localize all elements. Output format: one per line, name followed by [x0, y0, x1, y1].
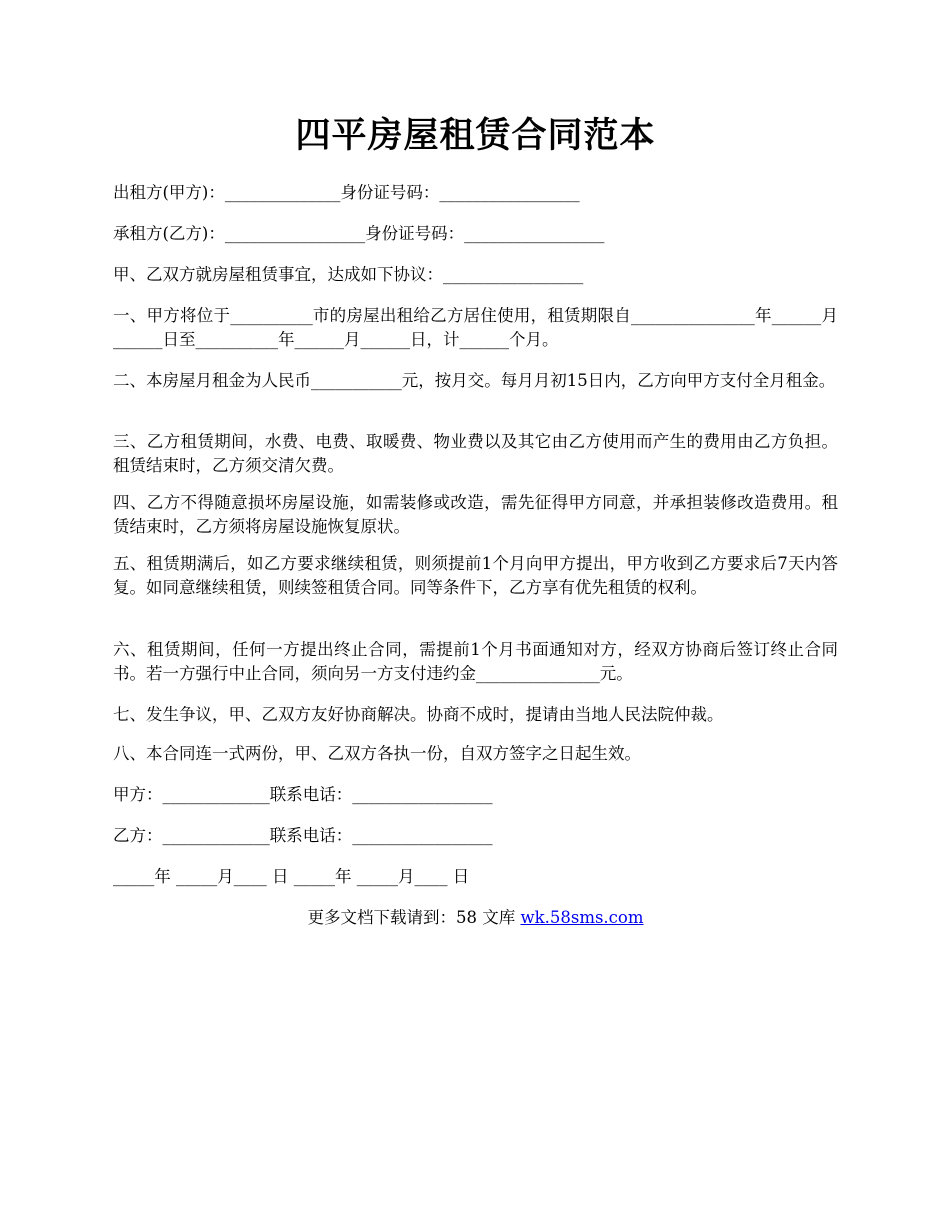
clause-3: 三、乙方租赁期间，水费、电费、取暖费、物业费以及其它由乙方使用而产生的费用由乙方负担。租赁结束时，乙方须交清欠费。 — [113, 432, 838, 475]
clause-2: 二、本房屋月租金为人民币___________元，按月交。每月月初15日内，乙方向甲方支付全月租金。 — [113, 371, 836, 390]
date-line: _____年 _____月____ 日 _____年 _____月____ 日 — [113, 867, 470, 886]
party-b-signature-line: 乙方：_____________联系电话：_________________ — [113, 826, 493, 845]
footer-link[interactable]: wk.58sms.com — [520, 908, 644, 927]
download-footer — [113, 906, 838, 930]
clause-8: 八、本合同连一式两份，甲、乙双方各执一份，自双方签字之日起生效。 — [113, 744, 641, 763]
clause-1: 一、甲方将位于__________市的房屋出租给乙方居住使用，租赁期限自_______________年______月______日至__________年______月______日，计______个月。 — [113, 306, 838, 349]
lessee-line: 承租方(乙方)：_________________身份证号码：_________________ — [113, 224, 605, 243]
document-title: 四平房屋租赁合同范本 — [295, 115, 656, 156]
agreement-intro: 甲、乙双方就房屋租赁事宜，达成如下协议：_________________ — [113, 265, 584, 284]
clause-6: 六、租赁期间，任何一方提出终止合同，需提前1个月书面通知对方，经双方协商后签订终止合同书。若一方强行中止合同，须向另一方支付违约金_______________元。 — [113, 640, 838, 683]
lessor-line: 出租方(甲方)：______________身份证号码：_________________ — [113, 183, 580, 202]
clause-7: 七、发生争议，甲、乙双方友好协商解决。协商不成时，提请由当地人民法院仲裁。 — [113, 705, 724, 724]
clause-5: 五、租赁期满后，如乙方要求继续租赁，则须提前1个月向甲方提出，甲方收到乙方要求后7天内答复。如同意继续租赁，则续签租赁合同。同等条件下，乙方享有优先租赁的权利。 — [113, 554, 838, 597]
footer-text: 更多文档下载请到：58 文库 — [307, 908, 521, 927]
party-a-signature-line: 甲方：_____________联系电话：_________________ — [113, 785, 493, 804]
clause-4: 四、乙方不得随意损坏房屋设施，如需装修或改造，需先征得甲方同意，并承担装修改造费用。租赁结束时，乙方须将房屋设施恢复原状。 — [113, 493, 838, 536]
